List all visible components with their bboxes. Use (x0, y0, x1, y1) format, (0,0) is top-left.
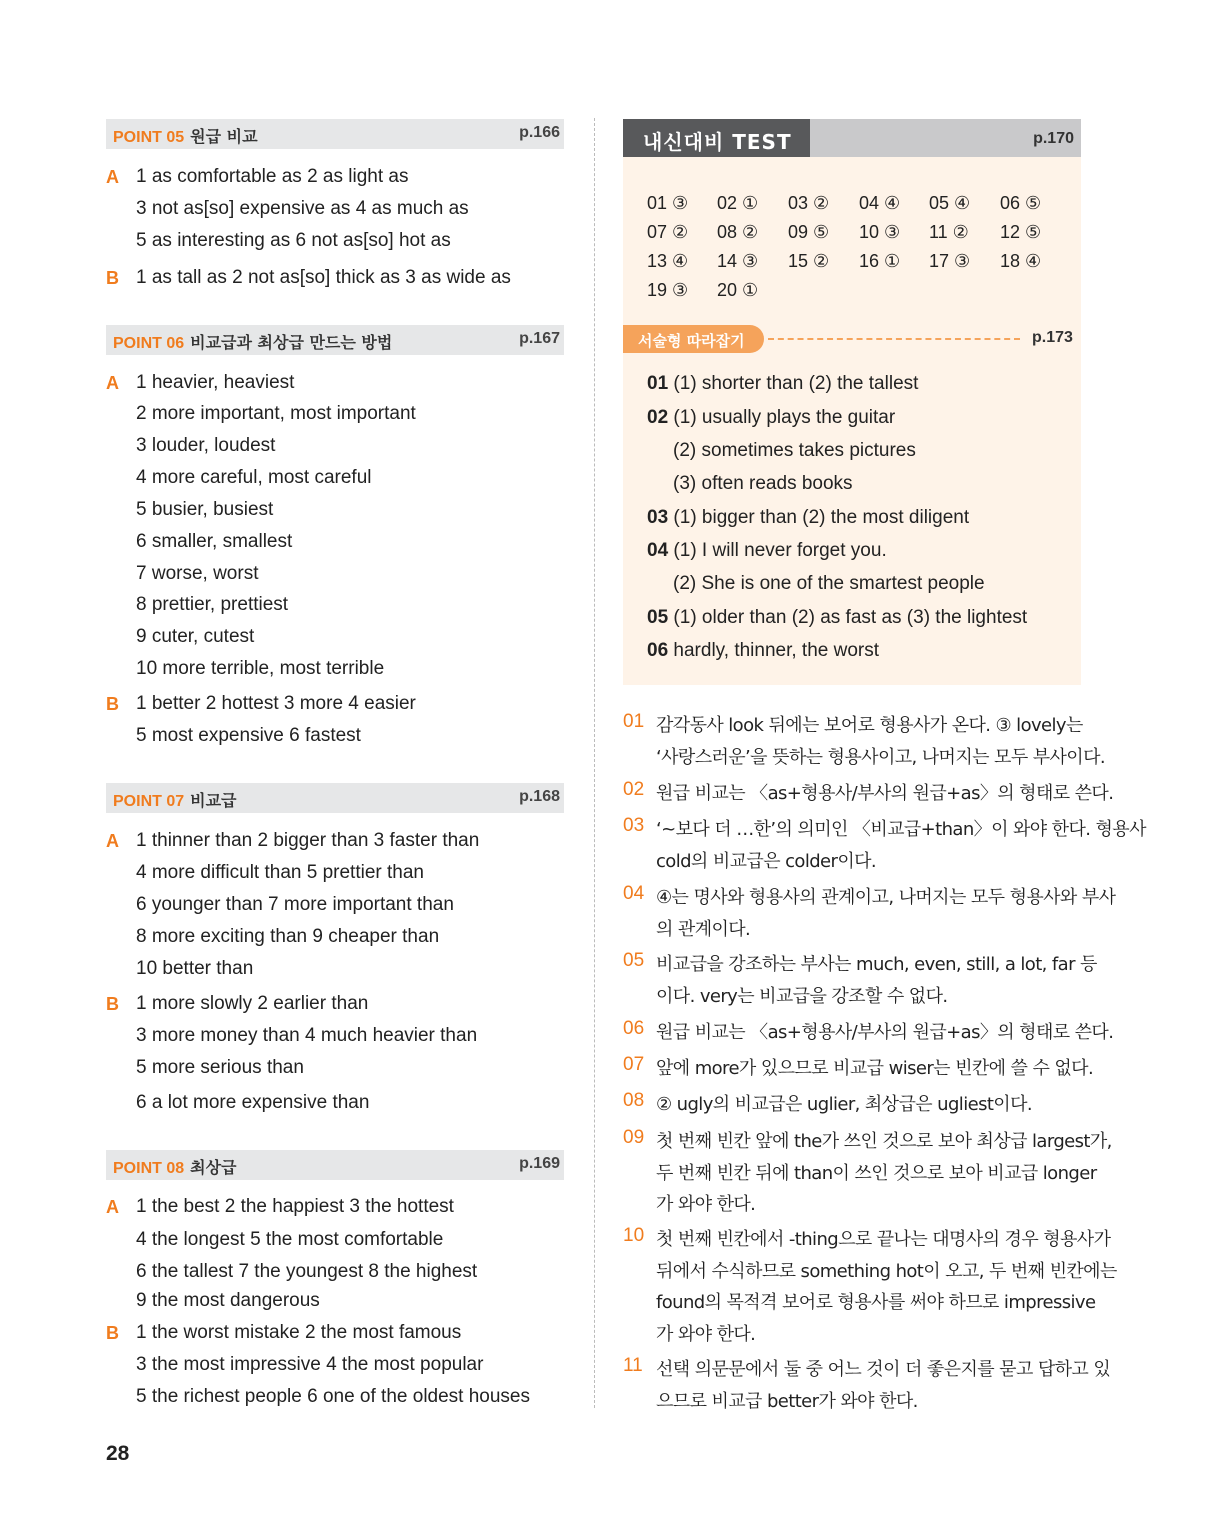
test-page-ref: p.170 (1033, 130, 1074, 147)
answer-line: 6 a lot more expensive than (136, 1092, 370, 1113)
section-label-b: B (106, 694, 119, 714)
answer-item: 08 ② (717, 222, 759, 242)
answer-item: 12 ⑤ (1000, 222, 1042, 242)
point-korean-title: 원급 비교 (190, 127, 258, 146)
answer-line: 2 more important, most important (136, 403, 416, 424)
answer-item: 17 ③ (929, 251, 971, 271)
answer-line: 5 most expensive 6 fastest (136, 725, 361, 746)
subjective-text: (1) usually plays the guitar (668, 407, 896, 428)
answer-line: 10 more terrible, most terrible (136, 658, 385, 679)
explanation-text: 가 와야 한다. (656, 1323, 756, 1345)
answer-line: 1 as comfortable as 2 as light as (136, 166, 409, 187)
test-title: 내신대비 TEST (643, 130, 792, 154)
answer-line: 8 more exciting than 9 cheaper than (136, 926, 440, 947)
explanation-number: 10 (623, 1225, 645, 1246)
subjective-number: 02 (647, 407, 669, 428)
answer-line: 1 the worst mistake 2 the most famous (136, 1322, 462, 1343)
answer-item: 18 ④ (1000, 251, 1042, 271)
answer-line: 10 better than (136, 958, 254, 979)
subjective-text: (1) older than (2) as fast as (3) the lightest (668, 607, 1028, 628)
subjective-line (647, 640, 879, 662)
answer-item: 07 ② (647, 222, 689, 242)
answer-line: 1 thinner than 2 bigger than 3 faster than (136, 830, 480, 851)
answer-item: 16 ① (859, 251, 901, 271)
explanation-text: 의 관계이다. (656, 918, 751, 940)
answer-line: 7 worse, worst (136, 563, 259, 584)
subjective-text: (1) shorter than (2) the tallest (668, 373, 919, 394)
explanation-text: 선택 의문문에서 둘 중 어느 것이 더 좋은지를 묻고 답하고 있 (656, 1359, 1111, 1380)
subjective-number: 03 (647, 507, 669, 528)
answer-line: 5 as interesting as 6 not as[so] hot as (136, 230, 451, 251)
point-07-header (106, 783, 564, 813)
point-title: POINT 05 (113, 129, 185, 146)
explanation-text: cold의 비교급은 colder이다. (656, 850, 877, 872)
point-page-ref: p.169 (519, 1155, 560, 1172)
section-label-b: B (106, 1323, 119, 1343)
explanation-text: found의 목적격 보어로 형용사를 써야 하므로 impressive (656, 1292, 1096, 1313)
explanation-text: 첫 번째 빈칸 앞에 the가 쓰인 것으로 보아 최상급 largest가, (656, 1131, 1112, 1152)
explanation-text: 이다. very는 비교급을 강조할 수 없다. (656, 985, 948, 1007)
section-label-b: B (106, 268, 119, 288)
point-korean-title: 비교급과 최상급 만드는 방법 (190, 333, 393, 352)
subjective-line (673, 440, 916, 462)
dashed-rule (768, 338, 1020, 340)
subjective-text: (1) bigger than (2) the most diligent (668, 507, 970, 528)
subjective-line (647, 607, 1027, 629)
subjective-line (647, 540, 887, 562)
explanation-text: 원급 비교는 〈as+형용사/부사의 원급+as〉의 형태로 쓴다. (656, 1022, 1114, 1043)
point-title: POINT 07 (113, 793, 185, 810)
answer-line: 9 cuter, cutest (136, 626, 255, 647)
point-page-ref: p.168 (519, 788, 560, 805)
explanation-number: 06 (623, 1018, 645, 1039)
explanation-number: 05 (623, 950, 645, 971)
point-08-header (106, 1150, 564, 1180)
answer-line: 9 the most dangerous (136, 1290, 320, 1311)
subjective-line (647, 407, 895, 429)
answer-line: 5 more serious than (136, 1057, 304, 1078)
answer-item: 01 ③ (647, 193, 689, 213)
answer-line: 6 younger than 7 more important than (136, 894, 454, 915)
explanation-text: ‘~보다 더 …한’의 의미인 〈비교급+than〉이 와야 한다. 형용사 (656, 819, 1146, 840)
answer-item: 03 ② (788, 193, 830, 213)
point-05-header (106, 119, 564, 149)
section-label-a: A (106, 831, 119, 851)
answer-line: 3 not as[so] expensive as 4 as much as (136, 198, 469, 219)
answer-item: 20 ① (717, 280, 759, 300)
answer-line: 3 louder, loudest (136, 435, 276, 456)
explanation-text: 뒤에서 수식하므로 something hot이 오고, 두 번째 빈칸에는 (656, 1260, 1117, 1282)
answer-line: 1 better 2 hottest 3 more 4 easier (136, 693, 416, 714)
answer-line: 8 prettier, prettiest (136, 594, 289, 615)
explanation-number: 04 (623, 883, 645, 904)
explanation-text: 원급 비교는 〈as+형용사/부사의 원급+as〉의 형태로 쓴다. (656, 783, 1114, 804)
subjective-line (673, 473, 853, 495)
column-divider (594, 118, 595, 1408)
test-header (623, 119, 1081, 157)
point-page-ref: p.167 (519, 330, 560, 347)
subjective-number: 06 (647, 640, 669, 661)
explanation-text: ② ugly의 비교급은 uglier, 최상급은 ugliest이다. (656, 1094, 1032, 1115)
point-06-header (106, 325, 564, 355)
page-number: 28 (106, 1442, 130, 1465)
answer-line: 1 as tall as 2 not as[so] thick as 3 as wide as (136, 267, 511, 288)
answer-line: 4 the longest 5 the most comfortable (136, 1229, 444, 1250)
answer-line: 1 more slowly 2 earlier than (136, 993, 369, 1014)
explanation-number: 11 (623, 1355, 643, 1376)
explanation-number: 02 (623, 779, 645, 800)
point-korean-title: 비교급 (190, 791, 237, 810)
subjective-number: 05 (647, 607, 669, 628)
explanation-text: 감각동사 look 뒤에는 보어로 형용사가 온다. ③ lovely는 (656, 715, 1083, 736)
answer-line: 3 more money than 4 much heavier than (136, 1025, 478, 1046)
answer-item: 06 ⑤ (1000, 193, 1042, 213)
section-label-a: A (106, 373, 119, 393)
explanation-text: 두 번째 빈칸 뒤에 than이 쓰인 것으로 보아 비교급 longer (656, 1162, 1097, 1184)
subjective-text: (1) I will never forget you. (668, 540, 887, 561)
explanation-text: 으므로 비교급 better가 와야 한다. (656, 1390, 918, 1412)
answer-item: 15 ② (788, 251, 830, 271)
subjective-line (647, 373, 918, 395)
explanation-number: 01 (623, 711, 645, 732)
answer-line: 4 more careful, most careful (136, 467, 372, 488)
explanation-number: 09 (623, 1127, 645, 1148)
answer-line: 1 the best 2 the happiest 3 the hottest (136, 1196, 454, 1217)
subjective-number: 01 (647, 373, 669, 394)
answer-item: 19 ③ (647, 280, 689, 300)
subjective-page-ref: p.173 (1032, 329, 1073, 346)
answer-line: 3 the most impressive 4 the most popular (136, 1354, 484, 1375)
answer-item: 14 ③ (717, 251, 759, 271)
subjective-line (673, 573, 985, 595)
subjective-label-pill (623, 325, 764, 353)
answer-line: 1 heavier, heaviest (136, 372, 295, 393)
answer-item: 13 ④ (647, 251, 689, 271)
point-title: POINT 06 (113, 335, 185, 352)
point-korean-title: 최상급 (190, 1158, 237, 1177)
answer-line: 6 the tallest 7 the youngest 8 the highest (136, 1261, 478, 1282)
explanation-text: 비교급을 강조하는 부사는 much, even, still, a lot, far 등 (656, 954, 1097, 975)
point-page-ref: p.166 (519, 124, 560, 141)
explanation-text: 첫 번째 빈칸에서 -thing으로 끝나는 대명사의 경우 형용사가 (656, 1229, 1111, 1250)
subjective-label: 서술형 따라잡기 (638, 332, 745, 350)
explanation-text: 앞에 more가 있으므로 비교급 wiser는 빈칸에 쓸 수 없다. (656, 1058, 1094, 1079)
section-label-a: A (106, 1197, 119, 1217)
explanation-text: 가 와야 한다. (656, 1194, 756, 1215)
point-title: POINT 08 (113, 1160, 185, 1177)
explanation-number: 07 (623, 1054, 645, 1075)
explanation-number: 03 (623, 815, 645, 836)
answer-item: 09 ⑤ (788, 222, 830, 242)
subjective-number: 04 (647, 540, 669, 561)
subjective-text: (2) She is one of the smartest people (673, 573, 985, 594)
subjective-line (647, 507, 969, 529)
subjective-text: (3) often reads books (673, 473, 853, 494)
answer-item: 02 ① (717, 193, 759, 213)
subjective-text: (2) sometimes takes pictures (673, 440, 916, 461)
explanation-number: 08 (623, 1090, 645, 1111)
explanation-text: ④는 명사와 형용사의 관계이고, 나머지는 모두 형용사와 부사 (656, 887, 1116, 908)
answer-item: 10 ③ (859, 222, 901, 242)
section-label-a: A (106, 167, 119, 187)
answer-item: 05 ④ (929, 193, 971, 213)
answer-item: 11 ② (929, 222, 969, 242)
answer-line: 5 the richest people 6 one of the oldest houses (136, 1386, 530, 1407)
answer-line: 4 more difficult than 5 prettier than (136, 862, 424, 883)
subjective-text: hardly, thinner, the worst (668, 640, 880, 661)
answer-line: 6 smaller, smallest (136, 531, 293, 552)
section-label-b: B (106, 994, 119, 1014)
explanation-text: ‘사랑스러운’을 뜻하는 형용사이고, 나머지는 모두 부사이다. (656, 746, 1106, 768)
answer-item: 04 ④ (859, 193, 901, 213)
answer-line: 5 busier, busiest (136, 499, 274, 520)
